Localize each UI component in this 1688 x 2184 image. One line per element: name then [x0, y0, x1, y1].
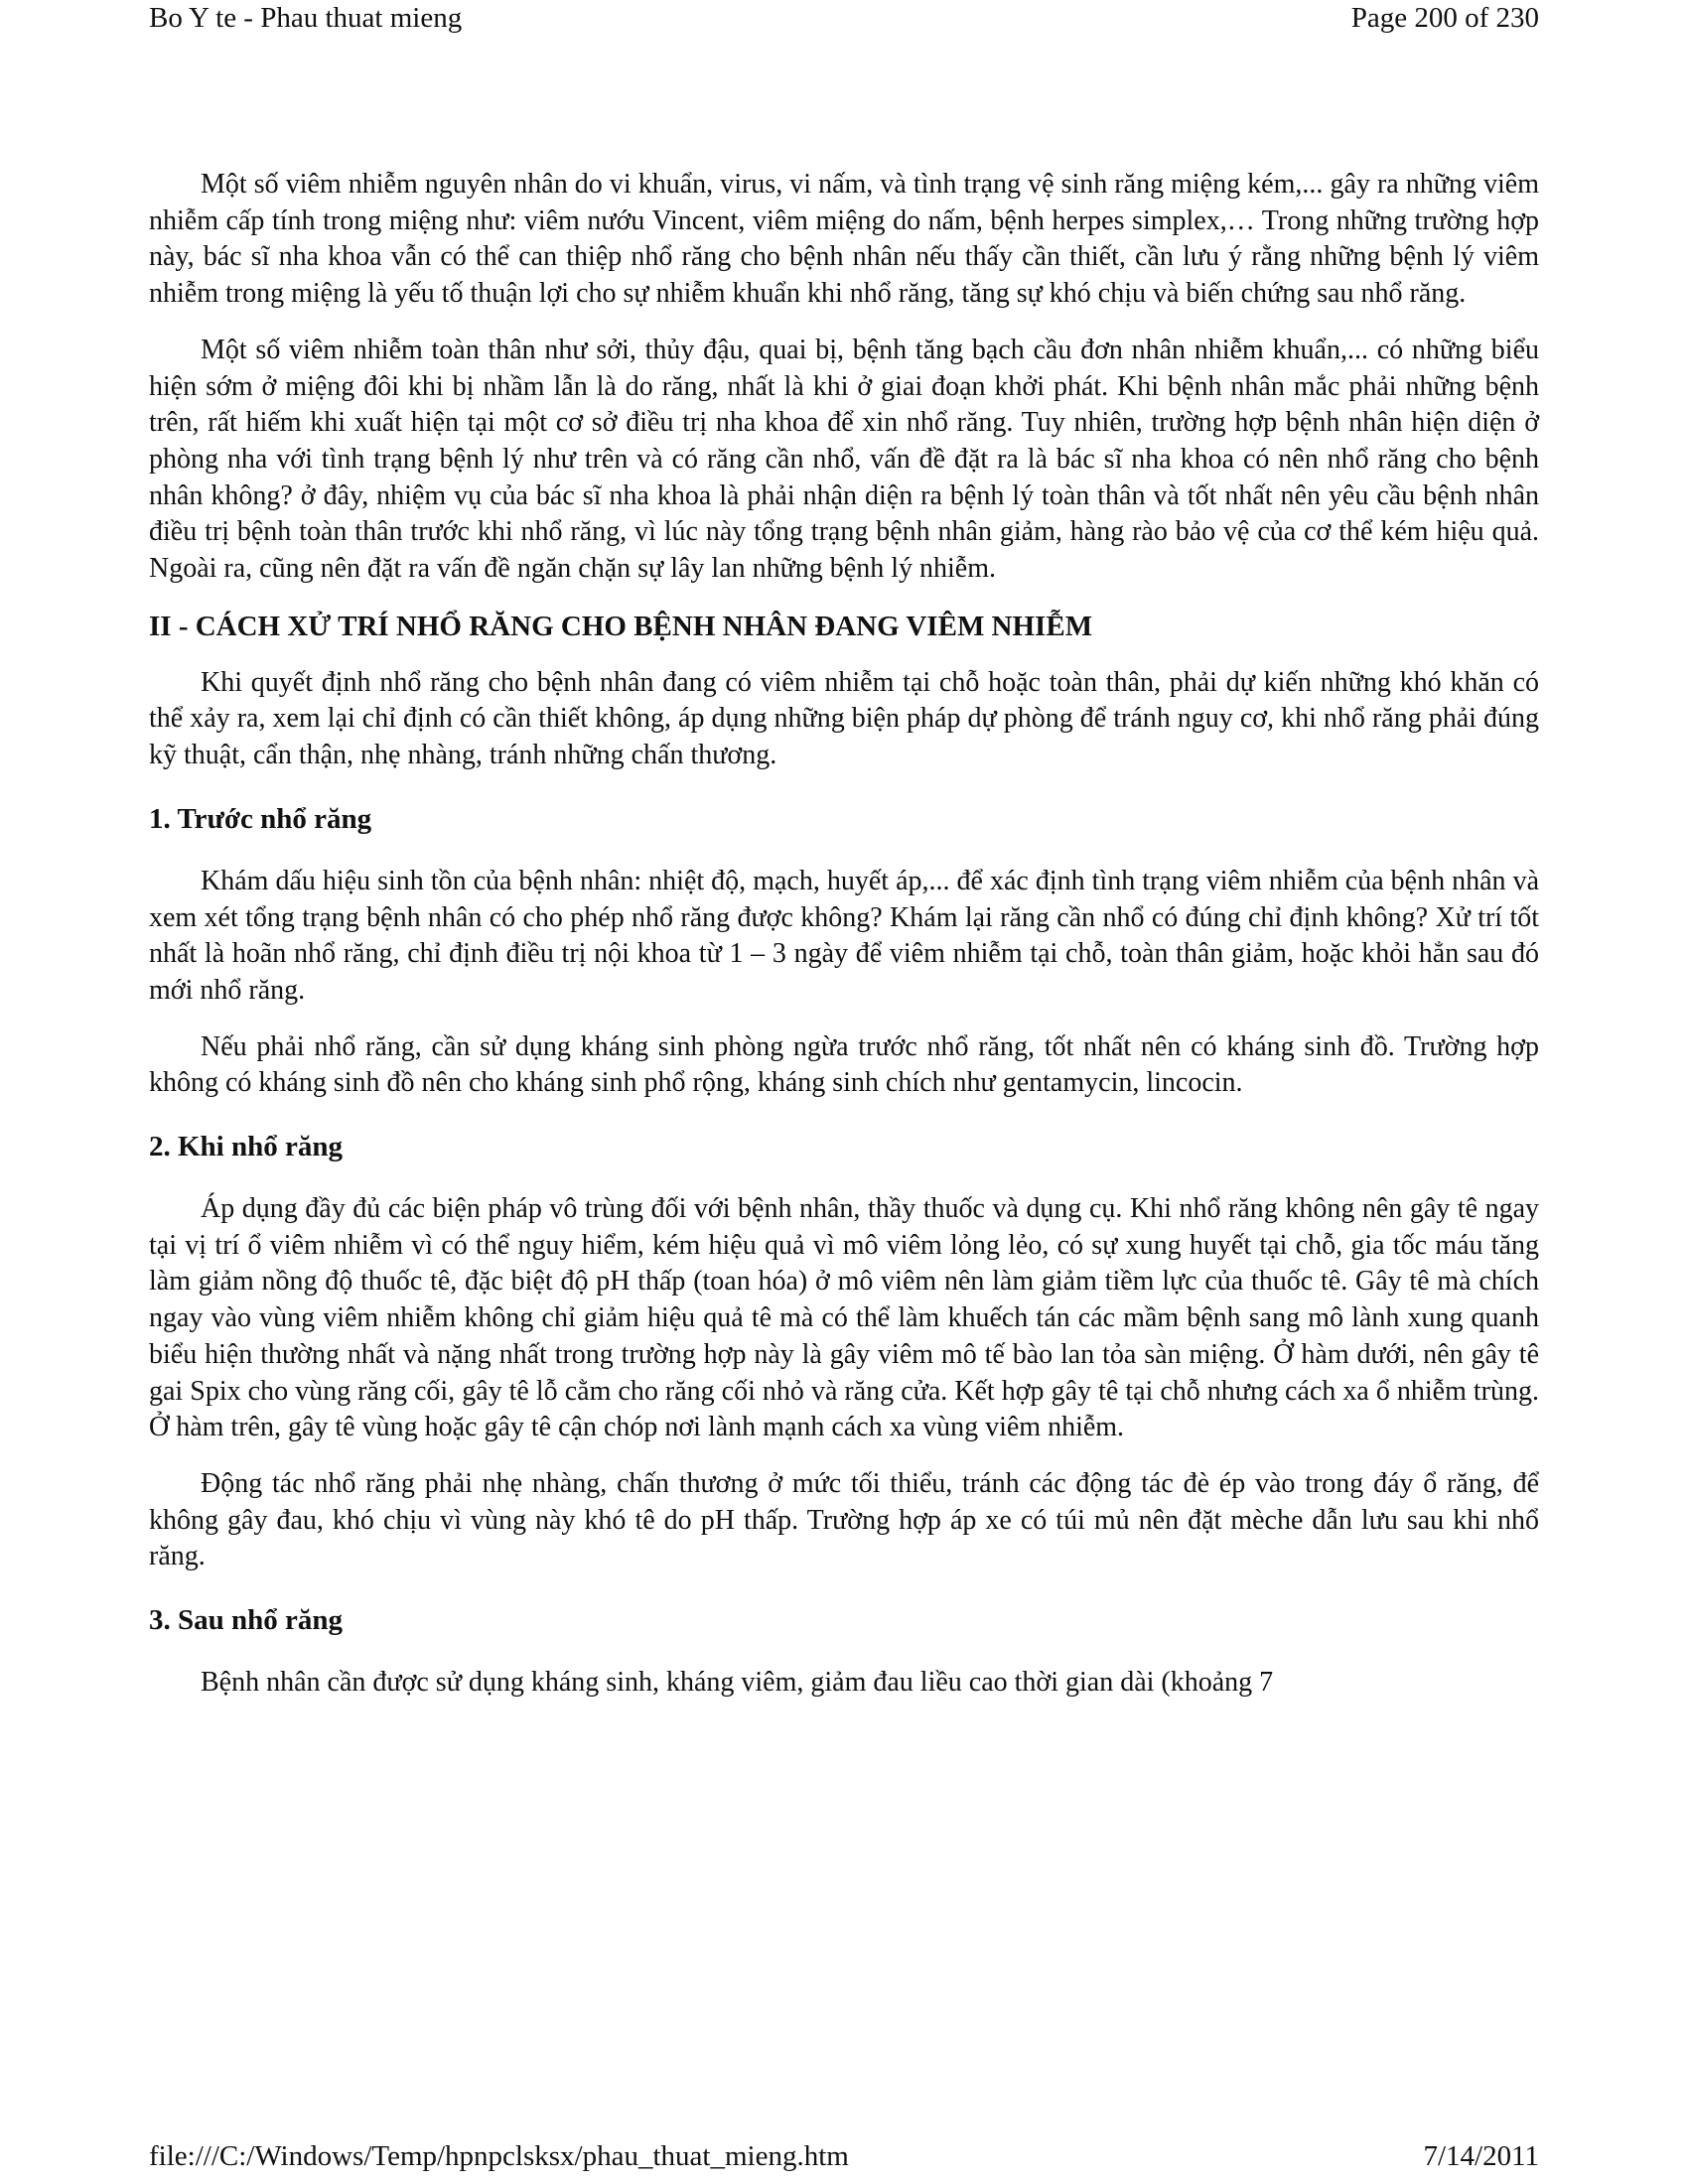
subsection-heading: 1. Trước nhổ răng: [149, 802, 372, 835]
page-footer: [149, 2138, 1539, 2178]
paragraph: Áp dụng đầy đủ các biện pháp vô trùng đối với bệnh nhân, thầy thuốc và dụng cụ. Khi nhổ răng không nên gây tê ngay tại vị trí ổ viêm nhiễm vì có thể nguy hiểm, kém hiệu quả vì mô viêm lỏng lẻo, có sự xung huyết tại chỗ, gia tốc máu tăng làm giảm nồng độ thuốc tê, đặc biệt độ pH thấp (toan hóa) ở mô viêm nên làm giảm tiềm lực của thuốc tê. Gây tê mà chích ngay vào vùng viêm nhiễm không chỉ giảm hiệu quả tê mà có thể làm khuếch tán các mầm bệnh sang mô lành xung quanh biểu hiện thường nhất và nặng nhất trong trường hợp này là gây viêm mô tế bào lan tỏa sàn miệng. Ở hàm dưới, nên gây tê gai Spix cho vùng răng cối, gây tê lỗ cằm cho răng cối nhỏ và răng cửa. Kết hợp gây tê tại chỗ nhưng cách xa ổ nhiễm trùng. Ở hàm trên, gây tê vùng hoặc gây tê cận chóp nơi lành mạnh cách xa vùng viêm nhiễm.: [149, 1193, 1539, 1443]
paragraph: Nếu phải nhổ răng, cần sử dụng kháng sinh phòng ngừa trước nhổ răng, tốt nhất nên có kháng sinh đồ. Trường hợp không có kháng sinh đồ nên cho kháng sinh phổ rộng, kháng sinh chích như gentamycin, lincocin.: [149, 1030, 1539, 1099]
paragraph: Một số viêm nhiễm toàn thân như sởi, thủy đậu, quai bị, bệnh tăng bạch cầu đơn nhân nhiễm khuẩn,... có những biểu hiện sớm ở miệng đôi khi bị nhầm lẫn là do răng, nhất là khi ở giai đoạn khởi phát. Khi bệnh nhân mắc phải những bệnh trên, rất hiếm khi xuất hiện tại một cơ sở điều trị nha khoa để xin nhổ răng. Tuy nhiên, trường hợp bệnh nhân hiện diện ở phòng nha với tình trạng bệnh lý như trên và có răng cần nhổ, vấn đề đặt ra là bác sĩ nha khoa có nên nhổ răng cho bệnh nhân không? ở đây, nhiệm vụ của bác sĩ nha khoa là phải nhận diện ra bệnh lý toàn thân và tốt nhất nên yêu cầu bệnh nhân điều trị bệnh toàn thân trước khi nhổ răng, vì lúc này tổng trạng bệnh nhân giảm, hàng rào bảo vệ của cơ thể kém hiệu quả. Ngoài ra, cũng nên đặt ra vấn đề ngăn chặn sự lây lan những bệnh lý nhiễm.: [149, 334, 1539, 585]
document-title: Bo Y te - Phau thuat mieng: [149, 2, 463, 34]
print-date: 7/14/2011: [1423, 2140, 1539, 2172]
page-header: [149, 0, 1539, 40]
paragraph: Động tác nhổ răng phải nhẹ nhàng, chấn thương ở mức tối thiểu, tránh các động tác đè ép vào trong đáy ổ răng, để không gây đau, khó chịu vì vùng này khó tê do pH thấp. Trường hợp áp xe có túi mủ nên đặt mèche dẫn lưu sau khi nhổ răng.: [149, 1467, 1539, 1572]
document-body: [149, 167, 1539, 1721]
file-path: file:///C:/Windows/Temp/hpnpclsksx/phau_thuat_mieng.htm: [149, 2140, 849, 2172]
subsection-heading: 3. Sau nhổ răng: [149, 1604, 344, 1637]
subsection-heading: 2. Khi nhổ răng: [149, 1131, 343, 1163]
paragraph: Khám dấu hiệu sinh tồn của bệnh nhân: nhiệt độ, mạch, huyết áp,... để xác định tình trạng viêm nhiễm của bệnh nhân và xem xét tổng trạng bệnh nhân có cho phép nhổ răng được không? Khám lại răng cần nhổ có đúng chỉ định không? Xử trí tốt nhất là hoãn nhổ răng, chỉ định điều trị nội khoa từ 1 – 3 ngày để viêm nhiễm tại chỗ, toàn thân giảm, hoặc khỏi hẳn sau đó mới nhổ răng.: [149, 865, 1539, 1006]
section-heading: II - CÁCH XỬ TRÍ NHỔ RĂNG CHO BỆNH NHÂN ĐANG VIÊM NHIỄM: [149, 610, 1093, 642]
paragraph: Khi quyết định nhổ răng cho bệnh nhân đang có viêm nhiễm tại chỗ hoặc toàn thân, phải dự kiến những khó khăn có thể xảy ra, xem lại chỉ định có cần thiết không, áp dụng những biện pháp dự phòng để tránh nguy cơ, khi nhổ răng phải đúng kỹ thuật, cẩn thận, nhẹ nhàng, tránh những chấn thương.: [149, 666, 1539, 771]
paragraph: Một số viêm nhiễm nguyên nhân do vi khuẩn, virus, vi nấm, và tình trạng vệ sinh răng miệng kém,... gây ra những viêm nhiễm cấp tính trong miệng như: viêm nướu Vincent, viêm miệng do nấm, bệnh herpes simplex,… Trong những trường hợp này, bác sĩ nha khoa vẫn có thể can thiệp nhổ răng cho bệnh nhân nếu thấy cần thiết, cần lưu ý rằng những bệnh lý viêm nhiễm trong miệng là yếu tố thuận lợi cho sự nhiễm khuẩn khi nhổ răng, tăng sự khó chịu và biến chứng sau nhổ răng.: [149, 169, 1539, 310]
paragraph: Bệnh nhân cần được sử dụng kháng sinh, kháng viêm, giảm đau liều cao thời gian dài (khoảng 7: [201, 1667, 1274, 1699]
page-number: Page 200 of 230: [1350, 2, 1539, 34]
